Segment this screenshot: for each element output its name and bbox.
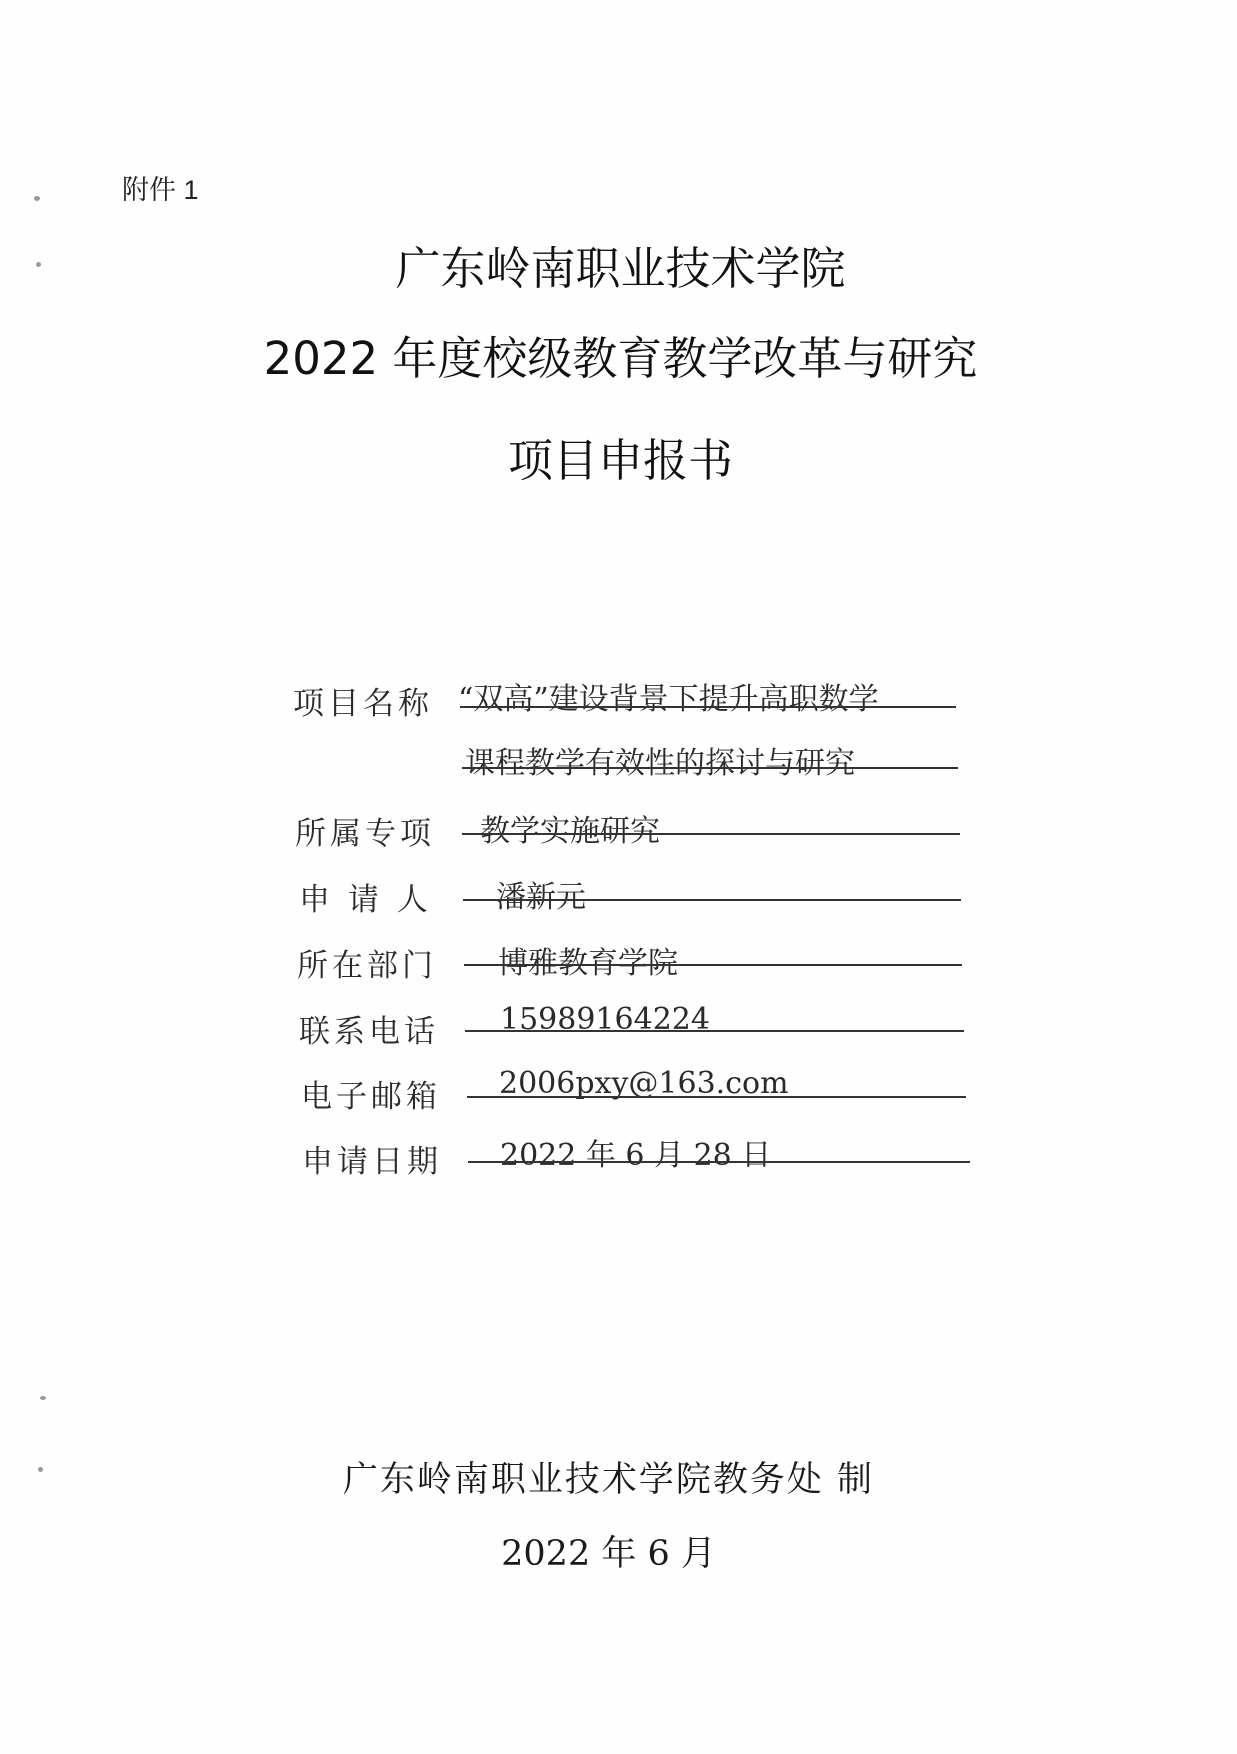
project-name-label: 项目名称: [293, 686, 433, 722]
special-label: 所属专项: [295, 816, 435, 852]
special-underline: [462, 833, 960, 835]
email-label: 电子邮箱: [301, 1079, 441, 1115]
phone-value: 15989164224: [500, 1002, 710, 1037]
scan-speck: [34, 196, 40, 201]
applicant-underline: [463, 899, 961, 901]
project-name-value-line2: 课程教学有效性的探讨与研究: [465, 746, 855, 781]
date-underline: [468, 1161, 970, 1163]
applicant-value: 潘新元: [496, 880, 586, 915]
document-title-program: 2022 年度校级教育教学改革与研究: [263, 332, 978, 385]
department-underline: [464, 964, 962, 966]
footer-issuer: 广东岭南职业技术学院教务处 制: [342, 1460, 875, 1500]
phone-label: 联系电话: [299, 1014, 439, 1050]
special-value: 教学实施研究: [480, 814, 660, 849]
email-value: 2006pxy@163.com: [499, 1066, 789, 1101]
applicant-label: 申 请 人: [299, 882, 432, 918]
date-value: 2022 年 6 月 28 日: [500, 1138, 772, 1173]
footer-date: 2022 年 6 月: [501, 1534, 716, 1574]
document-title-type: 项目申报书: [507, 434, 733, 487]
date-label: 申请日期: [302, 1144, 442, 1180]
project-name-underline-1: [460, 706, 956, 708]
department-label: 所在部门: [297, 948, 437, 984]
attachment-label: 附件 1: [122, 175, 199, 205]
scan-speck: [40, 1396, 46, 1400]
email-underline: [467, 1096, 966, 1098]
project-name-underline-2: [462, 767, 958, 769]
phone-underline: [465, 1030, 964, 1032]
department-value: 博雅教育学院: [498, 946, 678, 981]
document-title-institution: 广东岭南职业技术学院: [395, 242, 846, 295]
project-name-value-line1: “双高”建设背景下提升高职数学: [458, 682, 879, 717]
